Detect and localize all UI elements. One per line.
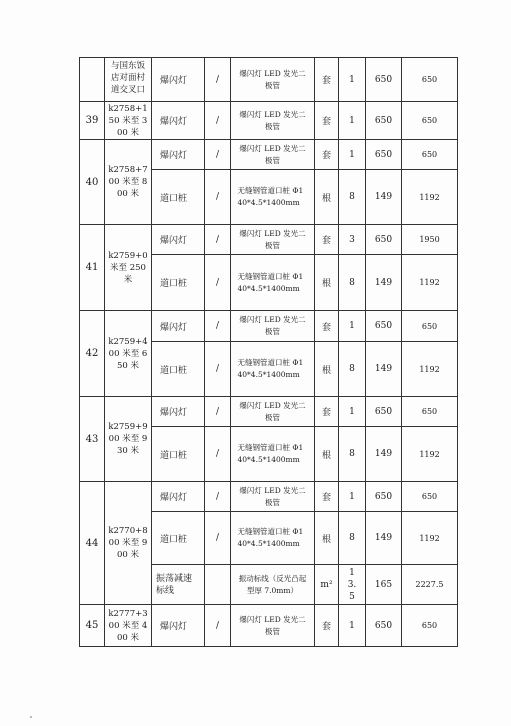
item-cell: 爆闪灯 [152, 605, 205, 647]
qty-cell: 1 [339, 140, 366, 170]
spec-cell: 振动标线（反光凸起型厚 7.0mm） [231, 565, 315, 605]
spec-cell: 爆闪灯 LED 发光二极管 [231, 58, 315, 102]
unit-cell: 套 [315, 102, 339, 140]
item-cell: 道口桩 [152, 342, 205, 397]
row-number: 43 [80, 397, 105, 482]
qty-cell: 1 [339, 397, 366, 427]
section-cell: k2770+800 米至 900 米 [105, 482, 152, 605]
spec-cell: 爆闪灯 LED 发光二极管 [231, 225, 315, 255]
spec-cell: 爆闪灯 LED 发光二极管 [231, 482, 315, 512]
qty-cell: 8 [339, 342, 366, 397]
price-cell: 165 [366, 565, 402, 605]
spec-cell: 爆闪灯 LED 发光二极管 [231, 102, 315, 140]
slash-cell: / [205, 482, 231, 512]
spec-cell: 无缝钢管道口桩 Φ140*4.5*1400mm [231, 255, 315, 311]
slash-cell: / [205, 140, 231, 170]
spec-cell: 爆闪灯 LED 发光二极管 [231, 140, 315, 170]
total-cell: 650 [402, 311, 458, 342]
table-row [80, 140, 458, 170]
item-cell: 道口桩 [152, 512, 205, 565]
table-row [80, 482, 458, 512]
slash-cell: / [205, 58, 231, 102]
unit-cell: 根 [315, 342, 339, 397]
row-number [80, 58, 105, 102]
row-number: 45 [80, 605, 105, 647]
slash-cell [205, 565, 231, 605]
unit-cell: 根 [315, 427, 339, 482]
total-cell: 1192 [402, 255, 458, 311]
qty-cell: 1 [339, 482, 366, 512]
section-cell: k2758+700 米至 800 米 [105, 140, 152, 225]
qty-cell: 13.5 [339, 565, 366, 605]
table-row [80, 102, 458, 140]
slash-cell: / [205, 512, 231, 565]
table-row [80, 225, 458, 255]
unit-cell: 套 [315, 482, 339, 512]
row-number: 39 [80, 102, 105, 140]
item-cell: 爆闪灯 [152, 58, 205, 102]
qty-cell: 8 [339, 512, 366, 565]
item-cell: 爆闪灯 [152, 140, 205, 170]
scan-speck [30, 716, 32, 718]
price-cell: 650 [366, 482, 402, 512]
qty-cell: 1 [339, 102, 366, 140]
qty-cell: 3 [339, 225, 366, 255]
total-cell: 650 [402, 140, 458, 170]
item-cell: 道口桩 [152, 255, 205, 311]
section-cell: k2759+400 米至 650 米 [105, 311, 152, 397]
spec-cell: 爆闪灯 LED 发光二极管 [231, 311, 315, 342]
item-cell: 道口桩 [152, 427, 205, 482]
price-cell: 650 [366, 102, 402, 140]
item-cell: 道口桩 [152, 170, 205, 225]
section-cell: k2759+900 米至 930 米 [105, 397, 152, 482]
unit-cell: 套 [315, 225, 339, 255]
total-cell: 650 [402, 102, 458, 140]
price-cell: 650 [366, 225, 402, 255]
price-cell: 650 [366, 140, 402, 170]
spec-cell: 爆闪灯 LED 发光二极管 [231, 605, 315, 647]
item-cell: 爆闪灯 [152, 482, 205, 512]
slash-cell: / [205, 397, 231, 427]
item-cell: 爆闪灯 [152, 397, 205, 427]
spec-cell: 无缝钢管道口桩 Φ140*4.5*1400mm [231, 427, 315, 482]
total-cell: 650 [402, 605, 458, 647]
total-cell: 1192 [402, 427, 458, 482]
unit-cell: m² [315, 565, 339, 605]
qty-cell: 1 [339, 311, 366, 342]
cost-table [79, 57, 458, 647]
spec-cell: 爆闪灯 LED 发光二极管 [231, 397, 315, 427]
slash-cell: / [205, 311, 231, 342]
spec-cell: 无缝钢管道口桩 Φ140*4.5*1400mm [231, 170, 315, 225]
qty-cell: 8 [339, 427, 366, 482]
slash-cell: / [205, 255, 231, 311]
unit-cell: 套 [315, 311, 339, 342]
qty-cell: 8 [339, 170, 366, 225]
unit-cell: 套 [315, 397, 339, 427]
price-cell: 650 [366, 311, 402, 342]
price-cell: 650 [366, 605, 402, 647]
total-cell: 2227.5 [402, 565, 458, 605]
qty-cell: 8 [339, 255, 366, 311]
unit-cell: 套 [315, 58, 339, 102]
price-cell: 149 [366, 342, 402, 397]
item-cell: 爆闪灯 [152, 225, 205, 255]
spec-cell: 无缝钢管道口桩 Φ140*4.5*1400mm [231, 512, 315, 565]
qty-cell: 1 [339, 605, 366, 647]
section-cell: k2758+150 米至 300 米 [105, 102, 152, 140]
price-cell: 149 [366, 512, 402, 565]
total-cell: 1192 [402, 170, 458, 225]
row-number: 42 [80, 311, 105, 397]
price-cell: 650 [366, 58, 402, 102]
section-cell: k2777+300 米至 400 米 [105, 605, 152, 647]
table-row [80, 311, 458, 342]
item-cell: 爆闪灯 [152, 311, 205, 342]
spec-cell: 无缝钢管道口桩 Φ140*4.5*1400mm [231, 342, 315, 397]
section-cell: k2759+0 米至 250 米 [105, 225, 152, 311]
slash-cell: / [205, 342, 231, 397]
qty-cell: 1 [339, 58, 366, 102]
row-number: 41 [80, 225, 105, 311]
total-cell: 650 [402, 58, 458, 102]
total-cell: 650 [402, 397, 458, 427]
total-cell: 650 [402, 482, 458, 512]
row-number: 40 [80, 140, 105, 225]
slash-cell: / [205, 605, 231, 647]
unit-cell: 套 [315, 140, 339, 170]
table-row [80, 397, 458, 427]
slash-cell: / [205, 102, 231, 140]
section-cell: 与国东饭店对面村道交叉口 [105, 58, 152, 102]
total-cell: 1192 [402, 342, 458, 397]
price-cell: 650 [366, 397, 402, 427]
slash-cell: / [205, 427, 231, 482]
unit-cell: 根 [315, 255, 339, 311]
total-cell: 1950 [402, 225, 458, 255]
table-row [80, 605, 458, 647]
price-cell: 149 [366, 170, 402, 225]
price-cell: 149 [366, 427, 402, 482]
total-cell: 1192 [402, 512, 458, 565]
unit-cell: 套 [315, 605, 339, 647]
unit-cell: 根 [315, 170, 339, 225]
slash-cell: / [205, 225, 231, 255]
item-cell: 爆闪灯 [152, 102, 205, 140]
unit-cell: 根 [315, 512, 339, 565]
slash-cell: / [205, 170, 231, 225]
table-row [80, 58, 458, 102]
price-cell: 149 [366, 255, 402, 311]
row-number: 44 [80, 482, 105, 605]
item-cell: 振荡减速标线 [152, 565, 205, 605]
